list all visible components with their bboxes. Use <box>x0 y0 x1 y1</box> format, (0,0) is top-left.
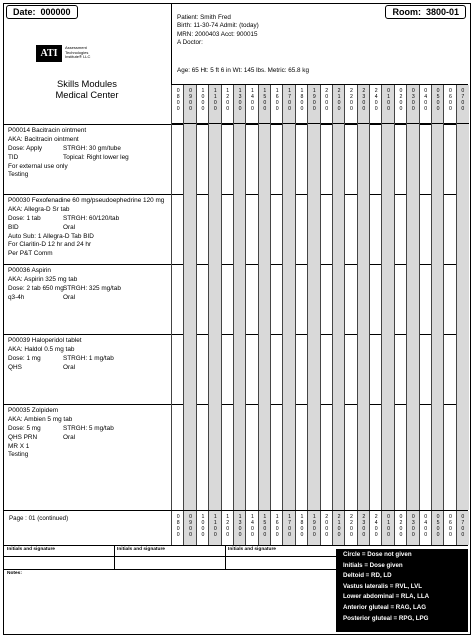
patient-info <box>177 14 259 48</box>
time-column <box>456 511 469 545</box>
medication-line <box>8 451 72 460</box>
time-label: 1 3 0 0 <box>238 88 242 112</box>
medication-text: Per P&T Comm <box>8 250 53 258</box>
medication-text: P00039 Haloperidol tablet <box>8 337 82 344</box>
time-label: 0 1 0 0 <box>387 88 390 112</box>
logo-line: Institute® LLC <box>65 54 91 60</box>
time-label: 0 7 0 0 <box>461 88 465 112</box>
time-label: 0 9 0 0 <box>189 514 192 538</box>
time-label: 1 6 0 0 <box>275 514 279 538</box>
time-column <box>196 85 209 510</box>
medication-line <box>8 276 77 285</box>
medication-line <box>8 354 114 364</box>
medication-line <box>8 346 82 355</box>
time-column <box>394 511 407 545</box>
time-grid <box>171 85 468 510</box>
time-label: 0 5 0 0 <box>436 88 440 112</box>
medication-text: For Claritin-D 12 hr and 24 hr <box>8 241 92 249</box>
facility-line2: Medical Center <box>55 89 119 100</box>
time-column <box>282 85 295 510</box>
medication-text: BID <box>8 223 19 231</box>
medication-line <box>8 215 164 224</box>
medication-line <box>8 364 82 373</box>
time-label: 1 0 0 0 <box>201 88 205 112</box>
medication-text: Dose: Apply <box>8 144 43 152</box>
time-column <box>431 85 444 510</box>
medication-text: AKA: Allegra-D Sr tab <box>8 205 70 213</box>
patient-mrn: MRN: 2000403 Acct: 900015 <box>177 30 258 38</box>
time-column <box>381 511 394 545</box>
time-label: 1 2 0 0 <box>226 514 230 538</box>
medication-text: Dose: 1 tab <box>8 214 41 222</box>
medication-line <box>8 433 76 443</box>
medication-text: P00030 Fexofenadine 60 mg/pseudoephedrine 120 mg <box>8 197 165 204</box>
medication-entry <box>8 197 164 259</box>
medication-text: Testing <box>8 451 29 459</box>
logo-line: Assessment <box>65 45 87 50</box>
legend-item: Deltoid = RD, LD <box>343 572 392 580</box>
time-label: 2 0 0 0 <box>325 88 329 112</box>
time-label: 1 9 0 0 <box>312 88 316 112</box>
legend-item: Lower abdominal = RLA, LLA <box>343 593 430 601</box>
time-label: 0 1 0 0 <box>387 514 390 538</box>
time-label: 0 8 0 0 <box>176 88 180 112</box>
medication-line <box>8 294 77 303</box>
time-column <box>443 85 456 510</box>
time-column <box>307 511 320 545</box>
medication-line <box>8 424 114 434</box>
time-column <box>320 85 333 510</box>
time-column <box>381 85 394 510</box>
date-value: 000000 <box>40 7 71 17</box>
time-label: 1 0 0 0 <box>201 514 205 538</box>
time-label: 1 4 0 0 <box>250 514 254 538</box>
medication-text: Dose: 2 tab 650 mg <box>8 284 64 292</box>
medication-line <box>8 163 86 172</box>
medication-detail: STRGH: 1 mg/tab <box>63 354 114 362</box>
divider <box>4 556 336 557</box>
time-label: 1 1 0 0 <box>213 88 217 112</box>
date-box <box>6 5 78 19</box>
time-label: 2 2 0 0 <box>349 88 353 112</box>
medication-text: AKA: Ambien 5 mg tab <box>8 415 73 423</box>
medication-text: P00014 Bacitracin ointment <box>8 127 87 134</box>
time-label: 1 4 0 0 <box>250 88 254 112</box>
medication-entry <box>8 127 129 180</box>
legend-item: Vastus lateralis = RVL, LVL <box>343 582 423 590</box>
medication-entry <box>8 407 114 460</box>
signature-label: Initials and signature <box>228 547 276 552</box>
divider <box>114 545 115 569</box>
legend-item: Circle = Dose not given <box>343 551 412 558</box>
logo-line: Technologies <box>65 49 89 55</box>
patient-birth: Birth: 11-30-74 Admit: (today) <box>177 22 259 30</box>
time-label: 2 0 0 0 <box>325 514 329 538</box>
time-column <box>369 85 382 510</box>
facility-name <box>3 78 171 100</box>
time-label: 1 5 0 0 <box>263 514 267 538</box>
time-label: 1 1 0 0 <box>213 514 217 538</box>
medication-line <box>8 416 72 425</box>
time-column <box>270 511 283 545</box>
medication-text: Dose: 1 mg <box>8 354 41 362</box>
medication-entry <box>8 337 114 373</box>
time-column <box>208 511 221 545</box>
medication-line <box>8 407 72 416</box>
time-column <box>307 85 320 510</box>
medication-line <box>8 267 77 276</box>
time-label: 0 3 0 0 <box>411 88 415 112</box>
time-column <box>320 511 333 545</box>
medication-detail: STRGH: 5 mg/tab <box>63 424 114 432</box>
legend-item: Initials = Dose given <box>343 561 403 569</box>
patient-doctor: A Doctor: <box>177 39 203 47</box>
time-label: 2 4 0 0 <box>374 514 378 538</box>
time-column <box>295 511 308 545</box>
time-column <box>270 85 283 510</box>
notes-label: Notes: <box>7 571 22 576</box>
time-grid-footer <box>171 511 468 545</box>
time-label: 0 8 0 0 <box>176 514 180 538</box>
medication-line <box>8 153 129 163</box>
time-column <box>357 85 370 510</box>
time-label: 0 2 0 0 <box>399 514 403 538</box>
medication-text: For external use only <box>8 162 68 170</box>
page-label: Page : 01 (continued) <box>9 515 69 522</box>
medication-line <box>8 241 164 250</box>
time-column <box>443 511 456 545</box>
medication-text: AKA: Aspirin 325 mg tab <box>8 275 78 283</box>
time-label: 2 4 0 0 <box>374 88 378 112</box>
time-label: 1 7 0 0 <box>288 514 291 538</box>
divider <box>4 569 336 570</box>
time-column <box>196 511 209 545</box>
time-column <box>233 85 246 510</box>
medication-detail: Oral <box>63 363 76 371</box>
legend-item: Posterior gluteal = RPG, LPG <box>343 614 429 622</box>
time-label: 1 6 0 0 <box>275 88 279 112</box>
patient-name: Patient: Smith Fred <box>177 14 231 21</box>
time-column <box>406 511 419 545</box>
medication-line <box>8 250 164 259</box>
room-box <box>385 5 466 19</box>
medication-detail: Oral <box>63 433 76 441</box>
time-column <box>456 85 469 510</box>
medication-line <box>8 443 72 452</box>
room-value: 3800-01 <box>425 7 459 17</box>
medication-detail: STRGH: 60/120/tab <box>63 214 120 222</box>
time-column <box>221 511 234 545</box>
time-label: 1 5 0 0 <box>263 88 267 112</box>
medication-detail: Topical: Right lower leg <box>63 153 129 161</box>
injection-site-legend <box>336 549 468 632</box>
time-column <box>258 85 271 510</box>
medication-text: P00036 Aspirin <box>8 267 51 274</box>
medication-text: q3-4h <box>8 293 25 301</box>
logo-company <box>65 46 90 60</box>
medication-text: QHS <box>8 363 22 371</box>
time-column <box>394 85 407 510</box>
time-label: 2 3 0 0 <box>362 88 366 112</box>
time-column <box>369 511 382 545</box>
medication-detail: STRGH: 30 gm/tube <box>63 144 121 152</box>
time-column <box>295 85 308 510</box>
medication-line <box>8 197 164 206</box>
medication-detail: Oral <box>63 293 76 301</box>
medication-entry <box>8 267 121 303</box>
medication-text: TID <box>8 153 19 161</box>
patient-vitals: Age: 65 Ht: 5 ft 6 in Wt: 145 lbs. Metric: 65.8 kg <box>177 67 309 74</box>
facility-line1: Skills Modules <box>57 78 117 89</box>
time-column <box>208 85 221 510</box>
time-column <box>357 511 370 545</box>
time-label: 1 9 0 0 <box>312 514 316 538</box>
time-column <box>332 511 345 545</box>
medication-text: P00035 Zolpidem <box>8 407 59 414</box>
medication-line <box>8 171 86 180</box>
medication-line <box>8 136 86 145</box>
time-column <box>171 511 184 545</box>
medication-line <box>8 206 164 215</box>
time-label: 1 8 0 0 <box>300 88 304 112</box>
time-label: 1 2 0 0 <box>226 88 230 112</box>
time-label: 0 3 0 0 <box>411 514 415 538</box>
time-label: 0 7 0 0 <box>461 514 465 538</box>
medication-text: MR X 1 <box>8 442 30 450</box>
legend-item: Anterior gluteal = RAG, LAG <box>343 603 427 611</box>
medication-detail: Oral <box>63 223 76 231</box>
medication-line <box>8 224 164 233</box>
date-label: Date: <box>13 7 36 17</box>
time-label: 0 9 0 0 <box>189 88 192 112</box>
time-header-divider <box>457 123 469 124</box>
time-column <box>344 511 357 545</box>
time-column <box>183 85 196 510</box>
time-label: 0 4 0 0 <box>424 88 428 112</box>
signature-label: Initials and signature <box>7 547 55 552</box>
time-label: 0 4 0 0 <box>424 514 428 538</box>
time-column <box>419 511 432 545</box>
time-column <box>332 85 345 510</box>
time-column <box>183 511 196 545</box>
time-column <box>245 511 258 545</box>
time-label: 0 2 0 0 <box>399 88 403 112</box>
logo-mark: ATI <box>36 45 62 62</box>
divider <box>4 545 468 546</box>
time-label: 1 3 0 0 <box>238 514 242 538</box>
time-column <box>258 511 271 545</box>
medication-line <box>8 233 164 242</box>
time-label: 0 6 0 0 <box>448 514 452 538</box>
time-label: 2 2 0 0 <box>349 514 353 538</box>
time-column <box>344 85 357 510</box>
room-label: Room: <box>392 7 421 17</box>
time-column <box>171 85 184 510</box>
time-label: 0 5 0 0 <box>436 514 440 538</box>
time-column <box>233 511 246 545</box>
time-column <box>431 511 444 545</box>
time-label: 0 6 0 0 <box>448 88 452 112</box>
time-column <box>419 85 432 510</box>
medication-line <box>8 284 121 294</box>
time-label: 2 1 0 0 <box>337 514 341 538</box>
time-column <box>406 85 419 510</box>
medication-text: Dose: 5 mg <box>8 424 41 432</box>
medication-text: AKA: Haldol 0.5 mg tab <box>8 345 75 353</box>
medication-text: AKA: Bacitracin ointment <box>8 135 79 143</box>
time-label: 2 1 0 0 <box>337 88 341 112</box>
time-label: 1 7 0 0 <box>288 88 291 112</box>
medication-detail: STRGH: 325 mg/tab <box>63 284 121 292</box>
medication-text: Auto Sub: 1 Allegra-D Tab BID <box>8 232 94 240</box>
medication-line <box>8 127 86 136</box>
medication-text: QHS PRN <box>8 433 38 441</box>
time-column <box>282 511 295 545</box>
medication-text: Testing <box>8 171 29 179</box>
time-column <box>221 85 234 510</box>
medication-line <box>8 337 82 346</box>
medication-line <box>8 144 121 154</box>
signature-label: Initials and signature <box>117 547 165 552</box>
time-label: 2 3 0 0 <box>362 514 366 538</box>
time-label: 1 8 0 0 <box>300 514 304 538</box>
divider <box>225 545 226 569</box>
time-column <box>245 85 258 510</box>
